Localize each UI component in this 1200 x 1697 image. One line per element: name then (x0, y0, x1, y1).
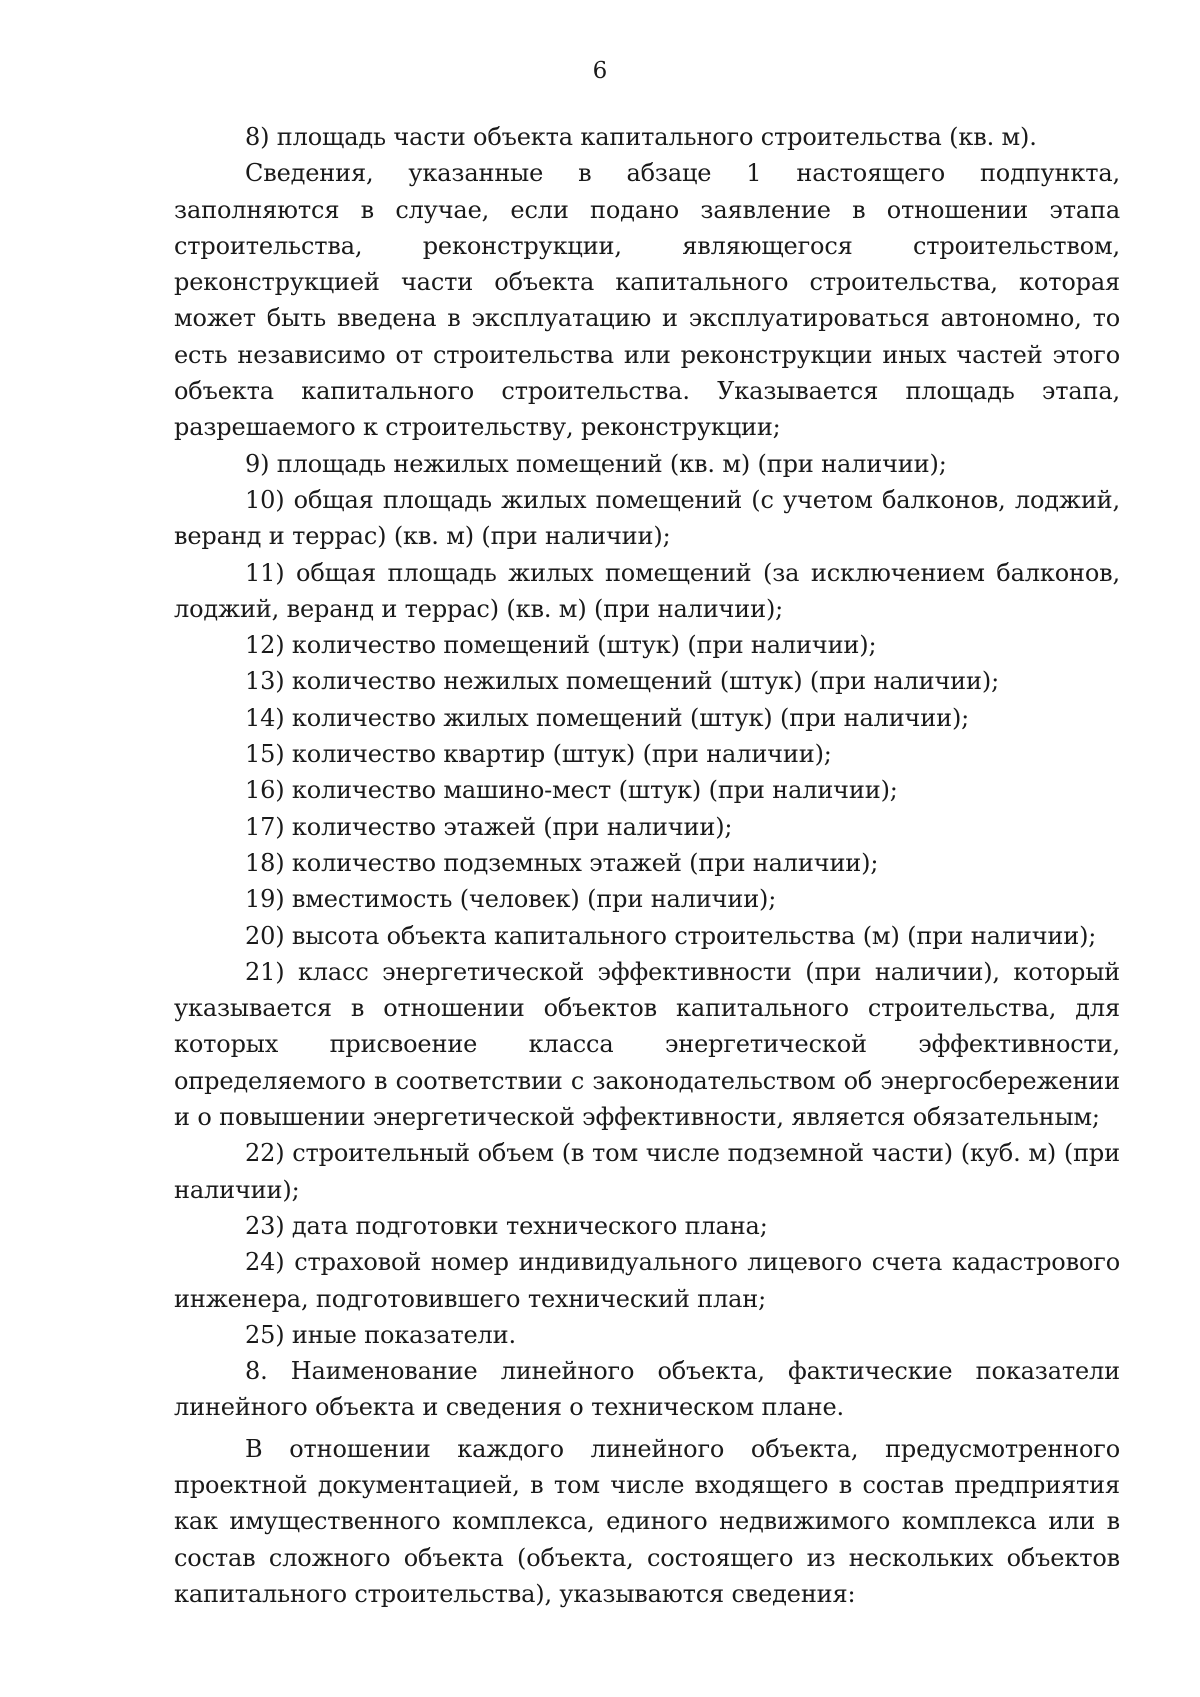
paragraph-linear-object: В отношении каждого линейного объекта, предусмотренного проектной документацией, в том числе входящего в состав предприятия как имущественного комплекса, единого недвижимого комплекса или в состав сложного объекта (объекта, состоящего из нескольких объектов капитального строительства), указываются сведения: (174, 1434, 1120, 1608)
paragraph-item-18: 18) количество подземных этажей (при наличии); (245, 848, 879, 877)
paragraph-item-11: 11) общая площадь жилых помещений (за исключением балконов, лоджий, веранд и террас) (кв. м) (при наличии); (174, 558, 1120, 623)
paragraph-item-13: 13) количество нежилых помещений (штук) (при наличии); (245, 667, 1000, 696)
paragraph-item-10: 10) общая площадь жилых помещений (с учетом балконов, лоджий, веранд и террас) (кв. м) (при наличии); (174, 485, 1120, 551)
paragraph-item-15: 15) количество квартир (штук) (при наличии); (245, 740, 832, 769)
paragraph-stage-note: Сведения, указанные в абзаце 1 настоящего подпункта, заполняются в случае, если подано заявление в отношении этапа строительства, реконструкции, являющегося строительством, реконструкцией части объекта капитального строительства, которая может быть введена в эксплуатацию и эксплуатироваться автономно, то есть независимо от строительства или реконструкции иных частей этого объекта капитального строительства. Указывается площадь этапа, разрешаемого к строительству, реконструкции; (174, 159, 1120, 442)
paragraph-item-12: 12) количество помещений (штук) (при наличии); (245, 631, 877, 660)
paragraph-item-16: 16) количество машино-мест (штук) (при наличии); (245, 776, 898, 805)
document-body (174, 119, 1120, 1612)
paragraph-item-9: 9) площадь нежилых помещений (кв. м) (при наличии); (245, 449, 947, 478)
paragraph-item-25: 25) иные показатели. (245, 1320, 516, 1349)
paragraph-item-24: 24) страховой номер индивидуального лицевого счета кадастрового инженера, подготовившего технический план; (174, 1248, 1120, 1313)
paragraph-item-17: 17) количество этажей (при наличии); (245, 812, 733, 841)
paragraph-item-14: 14) количество жилых помещений (штук) (при наличии); (245, 703, 970, 732)
paragraph-item-19: 19) вместимость (человек) (при наличии); (245, 885, 777, 914)
paragraph-item-22: 22) строительный объем (в том числе подземной части) (куб. м) (при наличии); (174, 1139, 1120, 1204)
paragraph-item-21: 21) класс энергетической эффективности (при наличии), который указывается в отношении объектов капитального строительства, для которых присвоение класса энергетической эффективности, определяемого в соответствии с законодательством об энергосбережении и о повышении энергетической эффективности, является обязательным; (174, 957, 1120, 1132)
paragraph-item-20: 20) высота объекта капитального строительства (м) (при наличии); (245, 921, 1097, 950)
page-number: 6 (592, 58, 608, 84)
section-8-heading: 8. Наименование линейного объекта, фактические показатели линейного объекта и сведения о техническом плане. (174, 1357, 1120, 1422)
paragraph-item-23: 23) дата подготовки технического плана; (245, 1211, 768, 1240)
paragraph-item-8: 8) площадь части объекта капитального строительства (кв. м). (245, 123, 1037, 151)
